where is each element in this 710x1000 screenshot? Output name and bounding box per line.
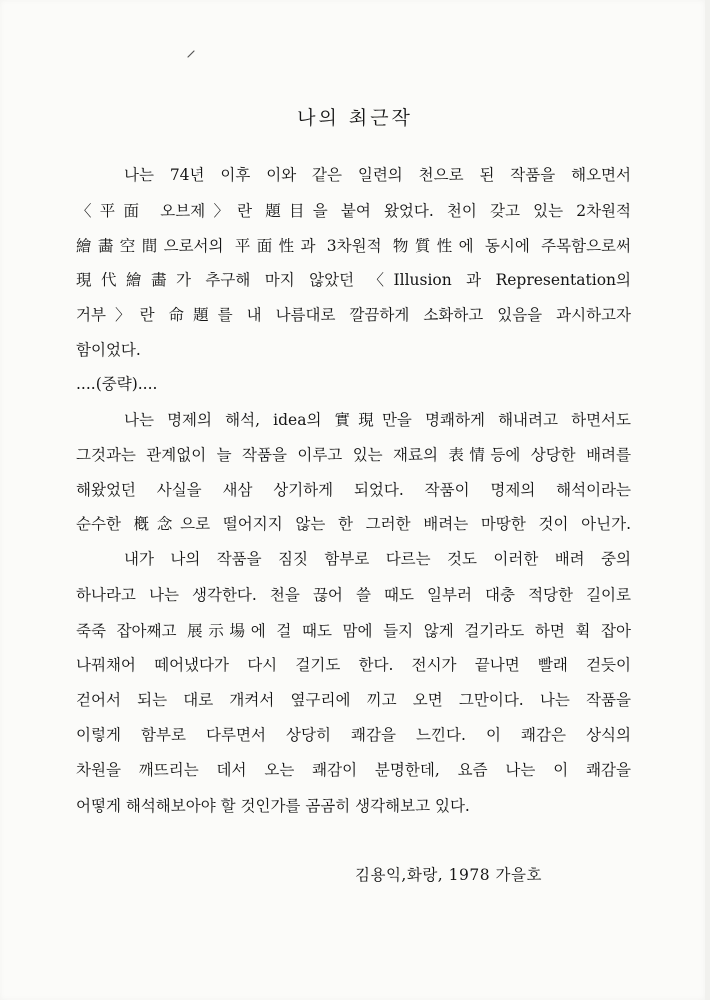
author-source-signature: 김용익,화랑, 1978 가을호 [355,866,542,884]
paragraph-1-line-2: 〈平面 오브제〉란 題目을 붙여 왔었다. 천이 갖고 있는 2차원적 [76,202,631,220]
paragraph-3-line-1: 내가 나의 작품을 짐짓 함부로 다르는 것도 이러한 배려 중의 [124,550,631,568]
paragraph-3-line-5: 걷어서 되는 대로 개켜서 옆구리에 끼고 오면 그만이다. 나는 작품을 [76,691,631,709]
paragraph-1-line-3: 繪畵空間으로서의 平面性과 3차원적 物質性에 동시에 주목함으로써 [76,237,631,255]
paragraph-3-line-7: 차원을 깨뜨리는 데서 오는 쾌감이 분명한데, 요즘 나는 이 쾌감을 [76,761,631,779]
paragraph-2-line-3: 해왔었던 사실을 새삼 상기하게 되었다. 작품이 명제의 해석이라는 [76,481,631,499]
paragraph-3-line-6: 이렇게 함부로 다루면서 상당히 쾌감을 느낀다. 이 쾌감은 상식의 [76,726,631,744]
paragraph-2-line-2: 그것과는 관계없이 늘 작품을 이루고 있는 재료의 表情등에 상당한 배려를 [76,446,631,464]
paragraph-3-line-4: 나꿔채어 떼어냈다가 다시 걸기도 한다. 전시가 끝나면 빨래 걷듯이 [76,656,631,674]
paragraph-1-line-6: 함이었다. [76,341,141,359]
paragraph-3-line-2: 하나라고 나는 생각한다. 천을 끊어 쓸 때도 일부러 대충 적당한 길이로 [76,586,631,604]
paragraph-3-line-8: 어떻게 해석해보아야 할 것인가를 곰곰히 생각해보고 있다. [76,797,470,815]
paragraph-2-line-1: 나는 명제의 해석, idea의 實現만을 명쾌하게 해내려고 하면서도 [124,411,631,429]
paragraph-1-line-4: 現代繪畵가 추구해 마지 않았던 〈Illusion 과 Representation의 [76,271,631,289]
paragraph-3-line-3: 죽죽 잡아째고 展示場에 걸 때도 맘에 들지 않게 걸기라도 하면 휙 잡아 [76,622,631,640]
paragraph-2-line-4: 순수한 槪念으로 떨어지지 않는 한 그러한 배려는 마땅한 것이 아닌가. [76,515,631,533]
scan-edge [705,0,710,1000]
paragraph-1-line-5: 거부〉란 命題를 내 나름대로 깔끔하게 소화하고 있음을 과시하고자 [76,306,631,324]
document-title: 나의 최근작 [297,107,413,129]
pen-mark [187,49,196,58]
omission-mark: ....(중략).... [76,375,158,393]
paragraph-1-line-1: 나는 74년 이후 이와 같은 일련의 천으로 된 작품을 해오면서 [124,166,631,184]
